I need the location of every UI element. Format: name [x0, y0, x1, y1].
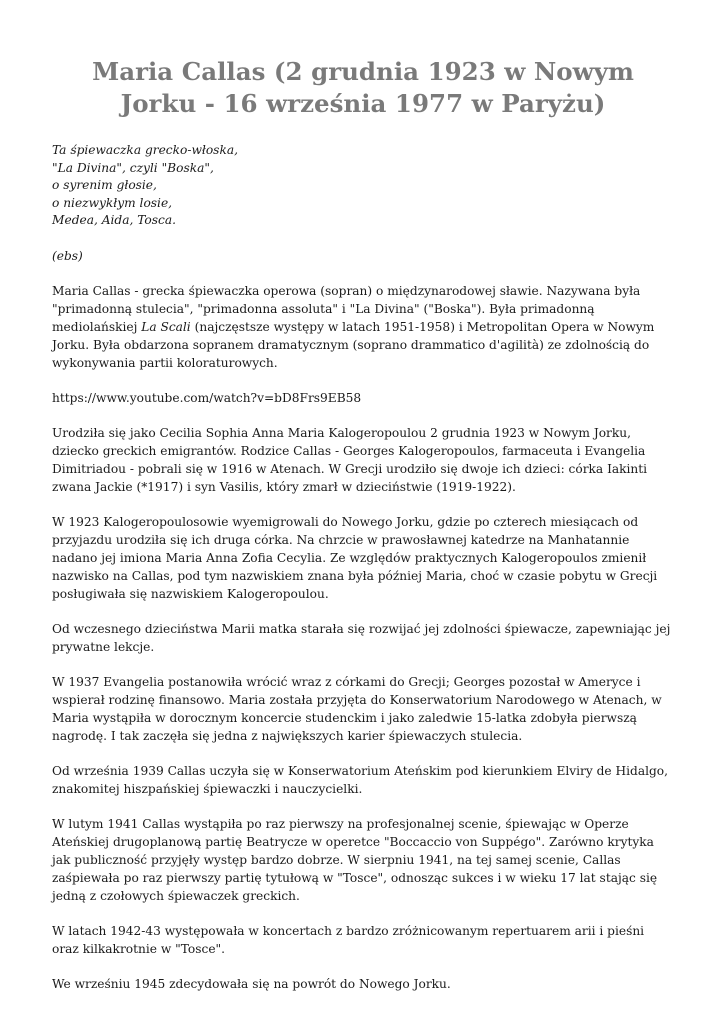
intro-text-1: Maria Callas - grecka śpiewaczka operowa (sopran) o międzynarodowej sławie. Nazywana była "primadonną stulecia", "primadonna assoluta" i "La Divina" ("Boska"). Była primadonną mediolańskiej [52, 283, 641, 334]
intro-paragraph [52, 282, 674, 372]
youtube-paragraph [52, 389, 674, 407]
body-paragraph: Od września 1939 Callas uczyła się w Konserwatorium Ateńskim pod kierunkiem Elviry de Hidalgo, znakomitej hiszpańskiej śpiewaczki i nauczycielki. [52, 763, 669, 796]
poem-line: Medea, Aida, Tosca. [52, 213, 176, 227]
youtube-link[interactable]: https://www.youtube.com/watch?v=bD8Frs9EB58 [52, 390, 362, 405]
body-paragraph: W 1937 Evangelia postanowiła wrócić wraz z córkami do Grecji; Georges pozostał w Ameryce i wspierał rodzinę finansowo. Maria została przyjęta do Konserwatorium Narodowego w Atenach, w Maria wystąpiła w dorocznym koncercie studenckim i jako zaledwie 15-latka zdobyła pierwszą nagrodę. I tak zaczęła się jedna z największych karier śpiewaczych stulecia. [52, 674, 662, 743]
body-paragraph: Od wczesnego dzieciństwa Marii matka starała się rozwijać jej zdolności śpiewacze, zapewniając jej prywatne lekcje. [52, 621, 671, 654]
body-paragraph: W latach 1942-43 występowała w koncertach z bardzo zróżnicowanym repertuarem arii i pieśni oraz kilkakrotnie w "Tosce". [52, 923, 645, 956]
body-paragraph: W 1923 Kalogeropoulosowie wyemigrowali do Nowego Jorku, gdzie po czterech miesiącach od przyjazdu urodziła się ich druga córka. Na chrzcie w prawosławnej katedrze na Manhatannie nadano jej imiona Maria Anna Zofia Cecylia. Ze względów praktycznych Kalogeropoulos zmienił nazwisko na Callas, pod tym nazwiskiem znana była później Maria, choć w czasie pobytu w Grecji posługiwała się nazwiskiem Kalogeropoulou. [52, 514, 658, 601]
body-paragraph: Urodziła się jako Cecilia Sophia Anna Maria Kalogeropoulou 2 grudnia 1923 w Nowym Jorku, dziecko greckich emigrantów. Rodzice Callas - Georges Kalogeropoulos, farmaceuta i Evangelia Dimitriadou - pobrali się w 1916 w Atenach. W Grecji urodziło się dwoje ich dzieci: córka Iakinti zwana Jackie (*1917) i syn Vasilis, który zmarł w dzieciństwie (1919-1922). [52, 425, 648, 494]
poem-line: o niezwykłym losie, [52, 195, 173, 210]
intro-text-2: (najczęstsze występy w latach 1951-1958) i Metropolitan Opera w Nowym Jorku. Była obdarzona sopranem dramatycznym (soprano drammatico d'agilità) ze zdolnością do wykonywania partii koloraturowych. [52, 319, 655, 370]
poem-line: o syrenim głosie, [52, 178, 157, 192]
body-paragraph: We wrześniu 1945 zdecydowała się na powrót do Nowego Jorku. [52, 976, 451, 991]
page-title: Maria Callas (2 grudnia 1923 w Nowym Jorku - 16 września 1977 w Paryżu) [92, 57, 634, 118]
poem-signature: (ebs) [52, 248, 83, 263]
poem-line: "La Divina", czyli "Boska", [52, 160, 214, 175]
body-paragraph: W lutym 1941 Callas wystąpiła po raz pierwszy na profesjonalnej scenie, śpiewając w Operze Ateńskiej drugoplanową partię Beatrycze w operetce "Boccaccio von Suppégo". Zarówno krytyka jak publiczność przyjęły występ bardzo dobrze. W sierpniu 1941, na tej samej scenie, Callas zaśpiewała po raz pierwszy partię tytułową w "Tosce", odnosząc sukces i w wieku 17 lat stając się jedną z czołowych śpiewaczek greckich. [52, 816, 658, 903]
poem-line: Ta śpiewaczka grecko-włoska, [52, 143, 238, 157]
poem [52, 142, 674, 230]
scala-name: La Scali [141, 319, 191, 334]
document-page [52, 56, 674, 1010]
